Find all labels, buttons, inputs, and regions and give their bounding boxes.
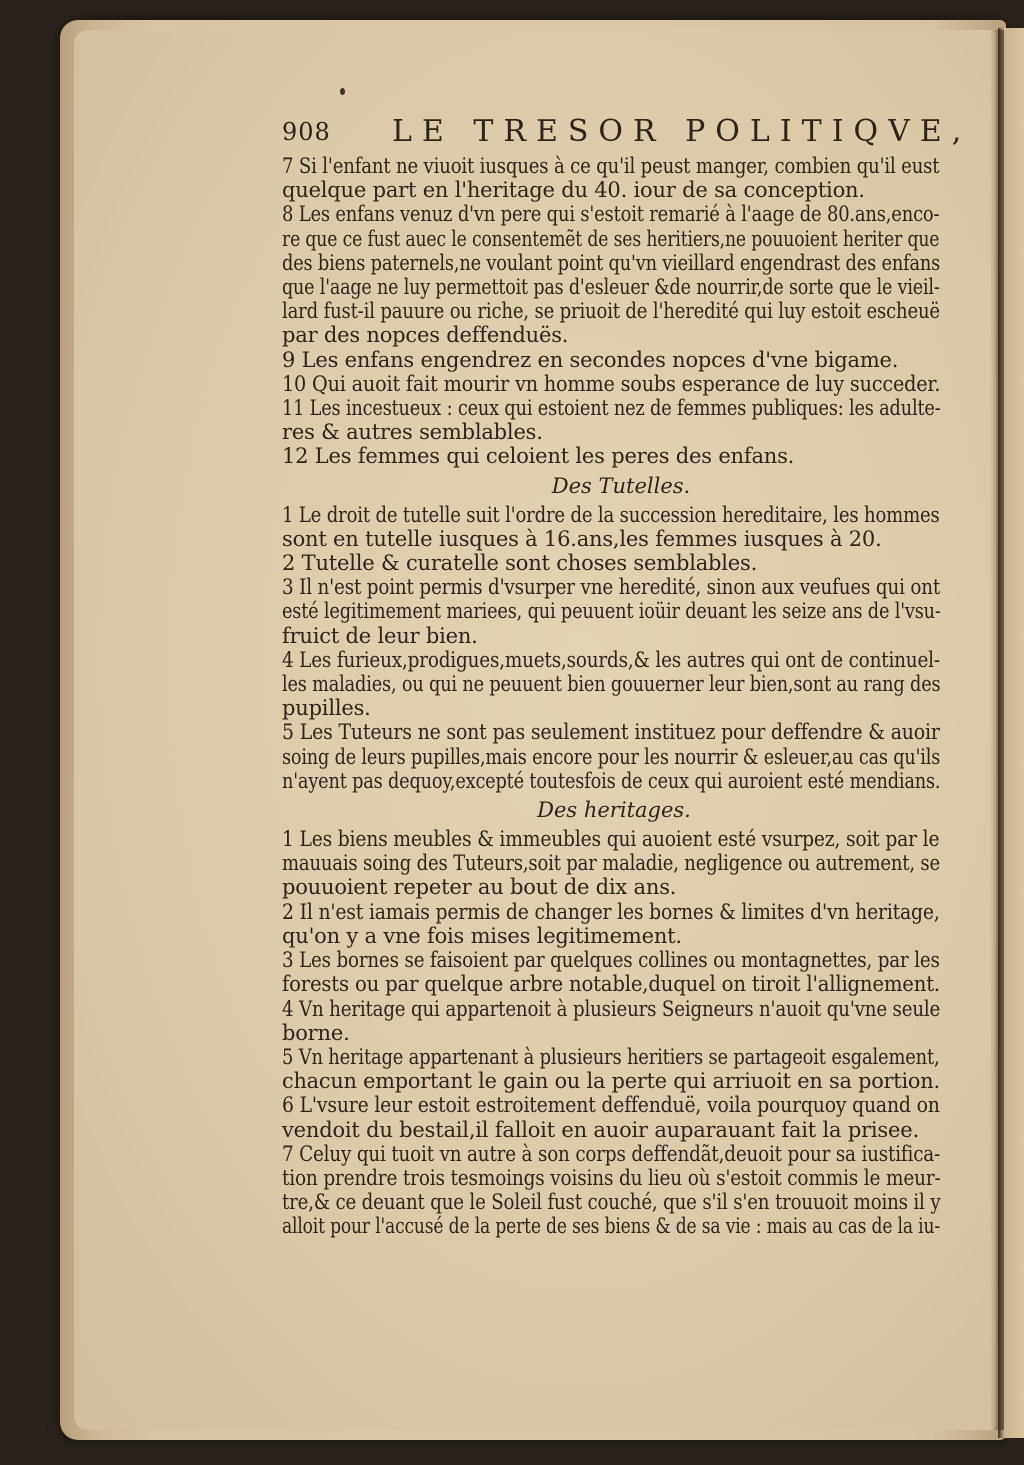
text-line: alloit pour l'accusé de la perte de ses biens & de sa vie : mais au cas de la iu- xyxy=(282,1214,940,1239)
text-line: quelque part en l'heritage du 40. iour de sa conception. xyxy=(282,178,865,203)
text-line: que l'aage ne luy permettoit pas d'esleuer &de nourrir,de sorte que le vieil- xyxy=(282,275,940,300)
text-line: res & autres semblables. xyxy=(282,420,543,445)
running-head xyxy=(282,110,972,154)
text-line: 1 Le droit de tutelle suit l'ordre de la succession hereditaire, les hommes xyxy=(282,502,940,527)
text-line: re que ce fust auec le consentemẽt de ses heritiers,ne pouuoient heriter que xyxy=(282,226,940,251)
text-line: 12 Les femmes qui celoient les peres des enfans. xyxy=(282,444,795,469)
text-line: 11 Les incestueux : ceux qui estoient nez de femmes publiques: les adulte- xyxy=(282,396,941,421)
text-line: fruict de leur bien. xyxy=(282,623,478,648)
text-line: 7 Celuy qui tuoit vn autre à son corps deffendãt,deuoit pour sa iustifica- xyxy=(282,1141,941,1166)
text-line: 3 Il n'est point permis d'vsurper vne heredité, sinon aux veufues qui ont xyxy=(282,575,941,600)
text-line: esté legitimement mariees, qui peuuent ioüir deuant les seize ans de l'vsu- xyxy=(282,599,941,624)
text-line: pouuoient repeter au bout de dix ans. xyxy=(282,875,677,900)
ink-spot xyxy=(340,88,345,95)
section-heirs xyxy=(282,154,940,469)
section-heading-tutelles: Des Tutelles. xyxy=(551,473,691,498)
text-line: chacun emportant le gain ou la perte qui arriuoit en sa portion. xyxy=(282,1069,940,1094)
text-line: tre,& ce deuant que le Soleil fust couché, que s'il s'en trouuoit moins il y xyxy=(282,1190,941,1215)
text-line: 5 Vn heritage appartenant à plusieurs heritiers se partageoit esgalement, xyxy=(282,1044,940,1069)
text-line: sont en tutelle iusques à 16.ans,les femmes iusques à 20. xyxy=(282,526,882,551)
text-block xyxy=(282,110,972,1239)
text-line: 1 Les biens meubles & immeubles qui auoient esté vsurpez, soit par le xyxy=(282,827,940,852)
text-line: qu'on y a vne fois mises legitimement. xyxy=(282,923,682,948)
text-line: par des nopces deffenduës. xyxy=(282,323,569,348)
text-line: 4 Vn heritage qui appartenoit à plusieurs Seigneurs n'auoit qu'vne seule xyxy=(282,996,941,1021)
text-line: 10 Qui auoit fait mourir vn homme soubs esperance de luy succeder. xyxy=(282,371,941,396)
gutter-shadow xyxy=(990,30,1004,1430)
text-line: 3 Les bornes se faisoient par quelques collines ou montagnettes, par les xyxy=(282,948,940,973)
text-line: des biens paternels,ne voulant point qu'vn vieillard engendrast des enfans xyxy=(282,250,941,275)
text-line: tion prendre trois tesmoings voisins du lieu où s'estoit commis le meur- xyxy=(282,1165,941,1190)
text-line: 5 Les Tuteurs ne sont pas seulement instituez pour deffendre & auoir xyxy=(282,720,940,745)
text-line: 4 Les furieux,prodigues,muets,sourds,& les autres qui ont de continuel- xyxy=(282,647,940,672)
section-tutelles xyxy=(282,503,940,793)
running-head-title: LE TRESOR POLITIQVE, xyxy=(392,114,972,149)
section-heading-heritages: Des heritages. xyxy=(537,798,691,823)
text-line: 2 Tutelle & curatelle sont choses semblables. xyxy=(282,551,758,576)
text-line: 9 Les enfans engendrez en secondes nopces d'vne bigame. xyxy=(282,347,899,372)
text-line: lard fust-il pauure ou riche, se priuoit de l'heredité qui luy estoit escheuë xyxy=(282,299,940,324)
text-line: 2 Il n'est iamais permis de changer les bornes & limites d'vn heritage, xyxy=(282,899,940,924)
text-line: pupilles. xyxy=(282,696,371,721)
section-heritages xyxy=(282,827,940,1238)
page-number: 908 xyxy=(282,118,331,146)
text-line: 6 L'vsure leur estoit estroitement deffenduë, voila pourquoy quand on xyxy=(282,1093,940,1118)
text-line: borne. xyxy=(282,1020,350,1045)
text-line: 7 Si l'enfant ne viuoit iusques à ce qu'il peust manger, combien qu'il eust xyxy=(282,154,940,178)
text-line: soing de leurs pupilles,mais encore pour les nourrir & esleuer,au cas qu'ils xyxy=(282,744,941,769)
text-line: forests ou par quelque arbre notable,duquel on tiroit l'allignement. xyxy=(282,972,940,997)
text-line: vendoit du bestail,il falloit en auoir auparauant fait la prisee. xyxy=(282,1117,919,1142)
text-line: n'ayent pas dequoy,excepté toutesfois de ceux qui auroient esté mendians. xyxy=(282,768,941,793)
text-line: 8 Les enfans venuz d'vn pere qui s'estoit remarié à l'aage de 80.ans,enco- xyxy=(282,202,940,227)
text-line: mauuais soing des Tuteurs,soit par maladie, negligence ou autrement, se xyxy=(282,851,940,876)
text-line: les maladies, ou qui ne peuuent bien gouuerner leur bien,sont au rang des xyxy=(282,672,941,697)
